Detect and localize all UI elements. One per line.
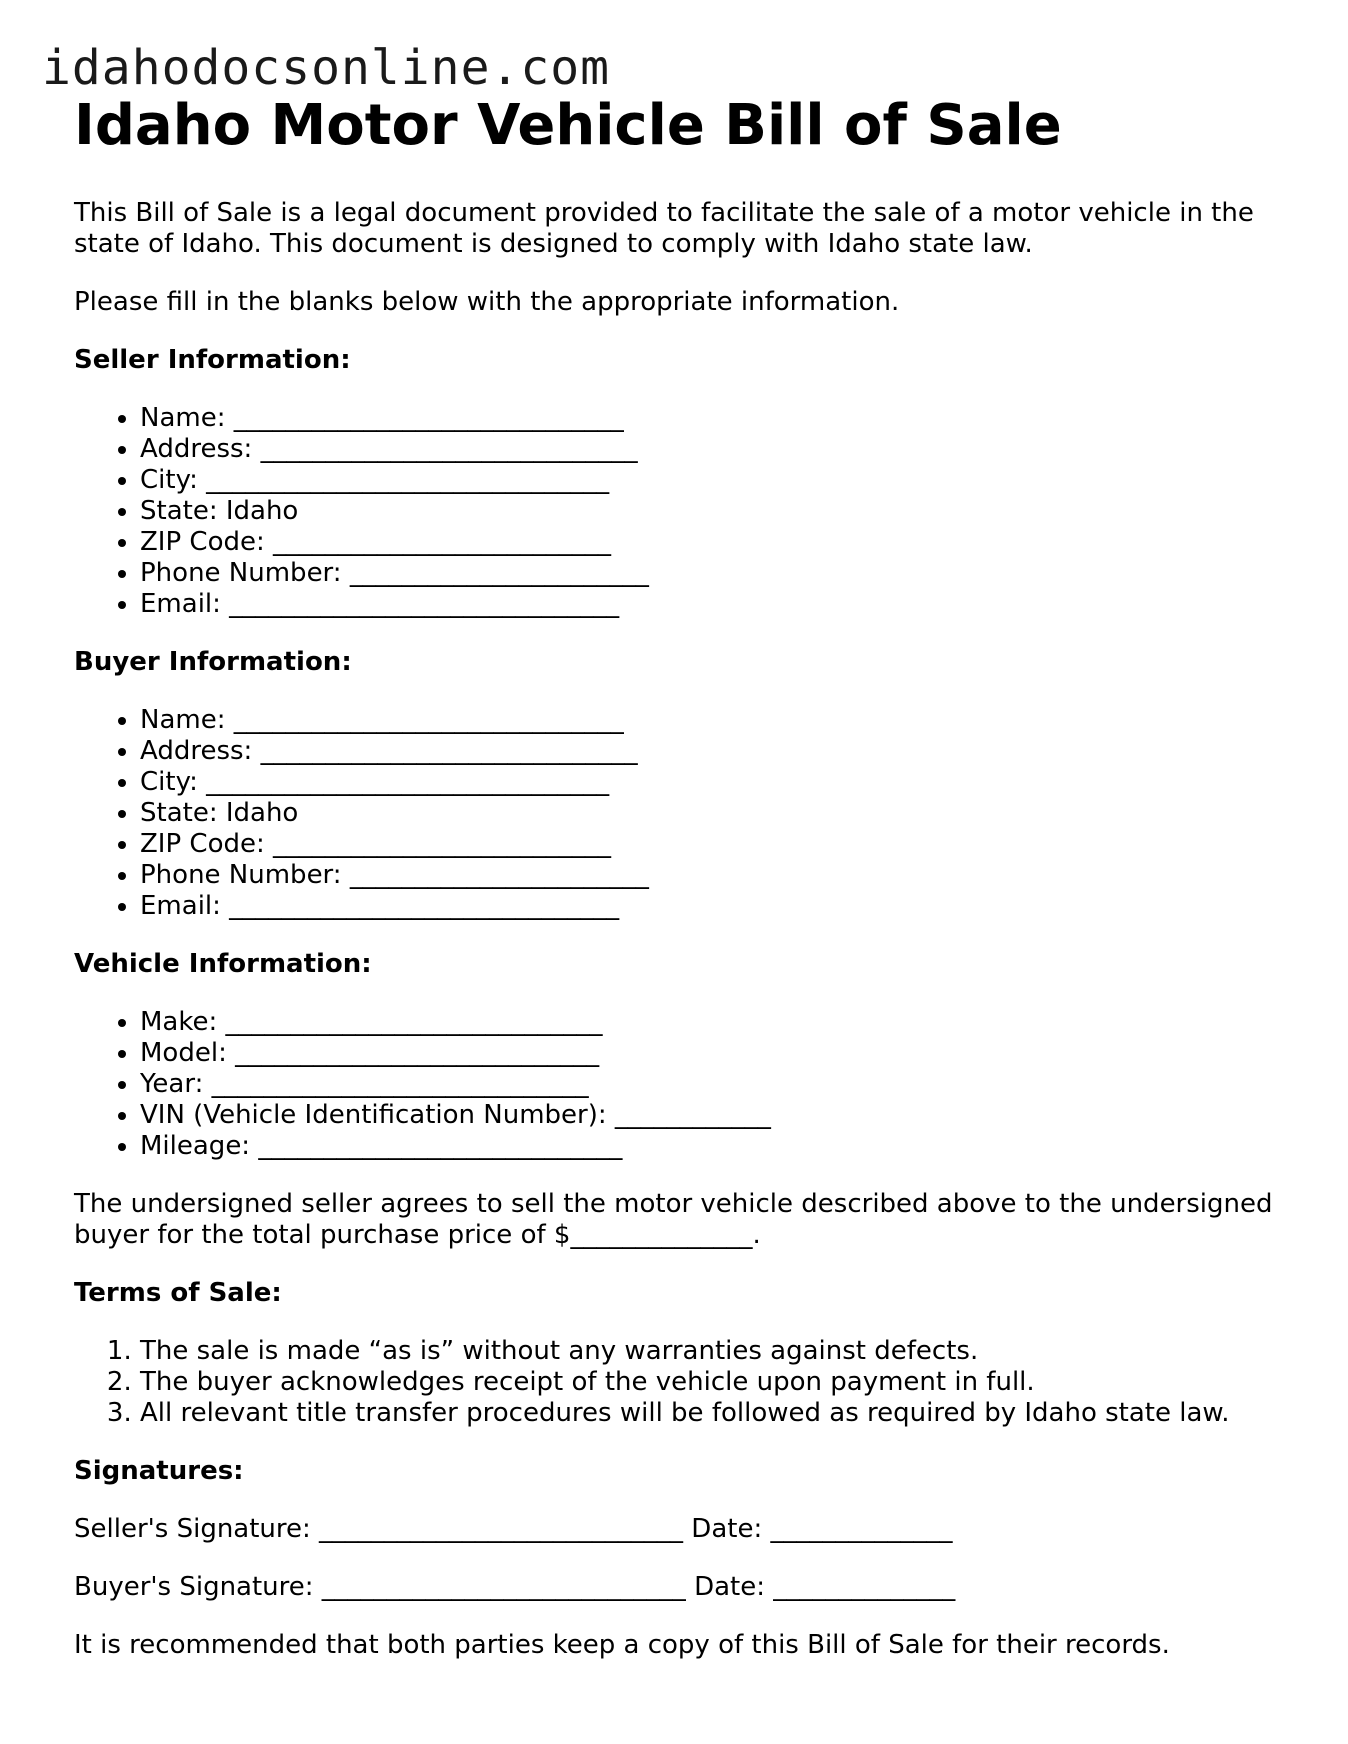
vehicle-mileage-field[interactable]: • Mileage: ____________________________ bbox=[140, 1131, 1294, 1162]
seller-city-field[interactable]: • City: _______________________________ bbox=[140, 465, 1294, 496]
buyer-heading: Buyer Information: bbox=[74, 647, 352, 677]
site-watermark: idahodocsonline.com bbox=[42, 40, 611, 96]
seller-zip-field[interactable]: • ZIP Code: __________________________ bbox=[140, 527, 1294, 558]
vehicle-vin-field[interactable]: • VIN (Vehicle Identification Number): ____________ bbox=[140, 1100, 1294, 1131]
document-title: Idaho Motor Vehicle Bill of Sale bbox=[74, 93, 1062, 158]
seller-heading: Seller Information: bbox=[74, 345, 351, 375]
vehicle-model-field[interactable]: • Model: ____________________________ bbox=[140, 1038, 1294, 1069]
signatures-heading: Signatures: bbox=[74, 1456, 244, 1486]
instruction-paragraph: Please fill in the blanks below with the appropriate information. bbox=[74, 287, 900, 317]
term-item: 2. The buyer acknowledges receipt of the vehicle upon payment in full. bbox=[140, 1367, 1294, 1398]
vehicle-make-field[interactable]: • Make: _____________________________ bbox=[140, 1007, 1294, 1038]
terms-list bbox=[74, 1336, 1294, 1429]
vehicle-heading: Vehicle Information: bbox=[74, 949, 372, 979]
buyer-city-field[interactable]: • City: _______________________________ bbox=[140, 767, 1294, 798]
closing-paragraph: It is recommended that both parties keep a copy of this Bill of Sale for their records. bbox=[74, 1630, 1170, 1660]
term-item: 3. All relevant title transfer procedures will be followed as required by Idaho state law. bbox=[140, 1398, 1294, 1429]
vehicle-list bbox=[74, 1007, 1294, 1162]
buyer-name-field[interactable]: • Name: ______________________________ bbox=[140, 705, 1294, 736]
buyer-email-field[interactable]: • Email: ______________________________ bbox=[140, 891, 1294, 922]
vehicle-year-field[interactable]: • Year: _____________________________ bbox=[140, 1069, 1294, 1100]
seller-email-field[interactable]: • Email: ______________________________ bbox=[140, 589, 1294, 620]
term-item: 1. The sale is made “as is” without any warranties against defects. bbox=[140, 1336, 1294, 1367]
intro-paragraph: This Bill of Sale is a legal document provided to facilitate the sale of a motor vehicle in the state of Idaho. This document is designed to comply with Idaho state law. bbox=[74, 198, 1254, 259]
seller-name-field[interactable]: • Name: ______________________________ bbox=[140, 403, 1294, 434]
seller-phone-field[interactable]: • Phone Number: _______________________ bbox=[140, 558, 1294, 589]
document-page bbox=[74, 92, 1294, 1661]
buyer-state: • State: Idaho bbox=[140, 798, 1294, 829]
buyer-address-field[interactable]: • Address: _____________________________ bbox=[140, 736, 1294, 767]
terms-heading: Terms of Sale: bbox=[74, 1278, 282, 1308]
seller-state: • State: Idaho bbox=[140, 496, 1294, 527]
buyer-phone-field[interactable]: • Phone Number: _______________________ bbox=[140, 860, 1294, 891]
seller-address-field[interactable]: • Address: _____________________________ bbox=[140, 434, 1294, 465]
buyer-zip-field[interactable]: • ZIP Code: __________________________ bbox=[140, 829, 1294, 860]
buyer-list bbox=[74, 705, 1294, 922]
seller-list bbox=[74, 403, 1294, 620]
agreement-paragraph: The undersigned seller agrees to sell the motor vehicle described above to the undersigned buyer for the total purchase price of $______________. bbox=[74, 1189, 1273, 1250]
buyer-signature-line[interactable]: Buyer's Signature: ____________________________ Date: ______________ bbox=[74, 1572, 956, 1602]
seller-signature-line[interactable]: Seller's Signature: ____________________________ Date: ______________ bbox=[74, 1514, 953, 1544]
